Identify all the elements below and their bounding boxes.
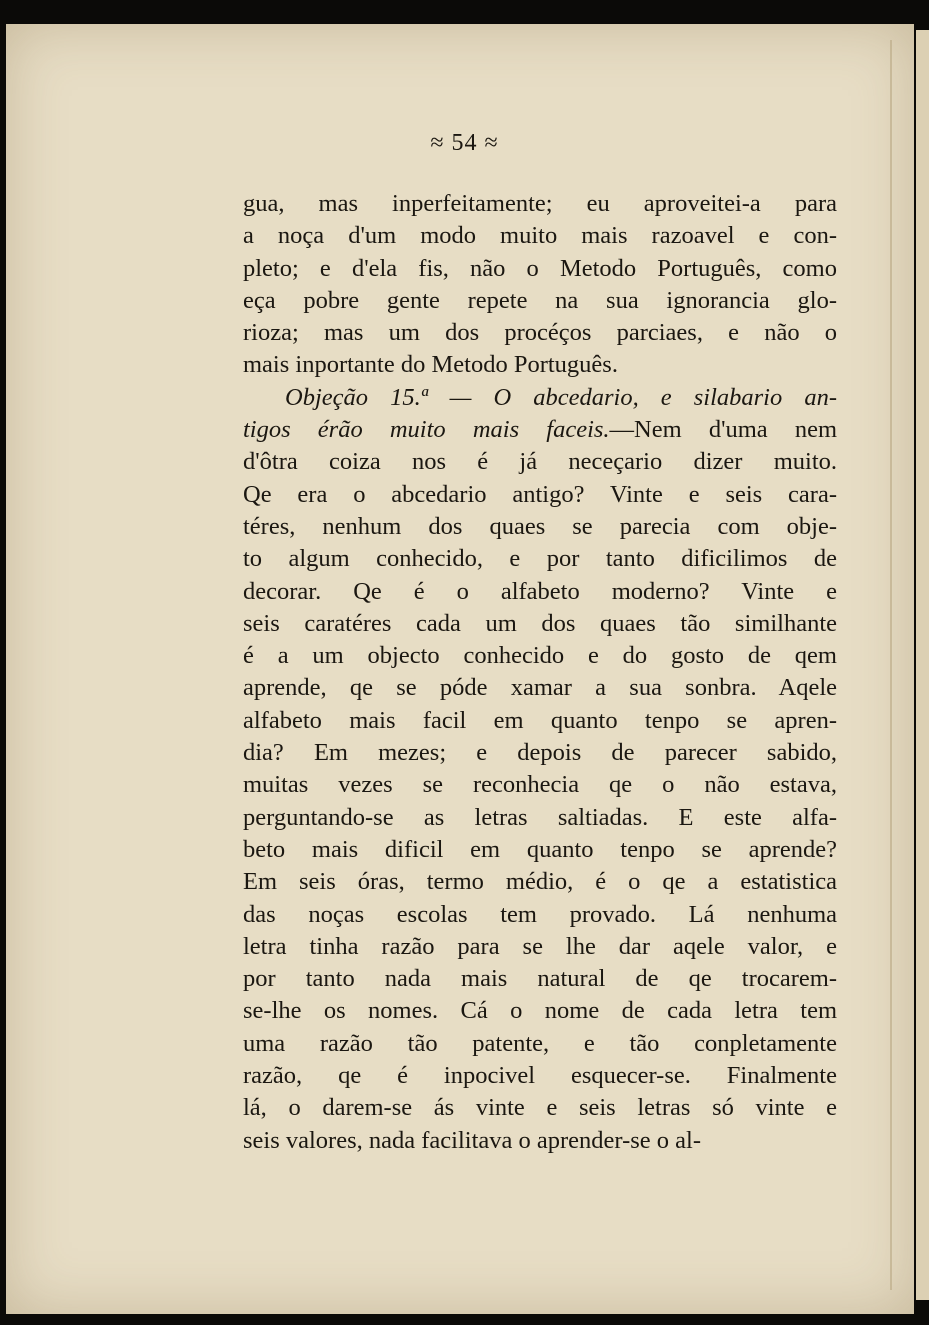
text-segment: Em seis óras, termo médio, é o qe a estatistica xyxy=(243,868,837,896)
text-line xyxy=(243,543,837,575)
text-segment: se-lhe os nomes. Cá o nome de cada letra tem xyxy=(243,997,837,1025)
text-line xyxy=(243,1028,837,1060)
text-segment: por tanto nada mais natural de qe trocarem- xyxy=(243,965,837,993)
text-line xyxy=(243,576,837,608)
text-segment: a noça d'um modo muito mais razoavel e con- xyxy=(243,222,837,250)
text-segment: seis caratéres cada um dos quaes tão similhante xyxy=(243,609,837,637)
adjacent-page-edge xyxy=(916,30,929,1300)
text-line xyxy=(243,188,837,220)
italic-text-segment: Objeção 15.ª — O abcedario, e silabario an- xyxy=(285,383,837,411)
text-line xyxy=(243,317,837,349)
text-segment: é a um objecto conhecido e do gosto de qem xyxy=(243,642,837,670)
text-line xyxy=(243,963,837,995)
text-segment: seis valores, nada facilitava o aprender-se o al- xyxy=(243,1126,701,1154)
text-segment: alfabeto mais facil em quanto tenpo se apren- xyxy=(243,706,837,734)
italic-text-segment: tigos érão muito mais faceis. xyxy=(243,416,610,444)
text-line xyxy=(243,705,837,737)
text-segment: dia? Em mezes; e depois de parecer sabido, xyxy=(243,739,837,767)
text-segment: téres, nenhum dos quaes se parecia com obje- xyxy=(243,512,837,540)
text-segment: perguntando-se as letras saltiadas. E este alfa- xyxy=(243,803,837,831)
text-segment: razão, qe é inpocivel esquecer-se. Finalmente xyxy=(243,1062,837,1090)
text-line xyxy=(243,866,837,898)
text-segment: gua, mas inperfeitamente; eu aproveitei-a para xyxy=(243,190,837,217)
text-segment: rioza; mas um dos procéços parciaes, e não o xyxy=(243,319,837,347)
text-line xyxy=(243,834,837,866)
page-number-ornament-left: ≈ xyxy=(430,130,445,156)
text-line xyxy=(243,899,837,931)
text-line xyxy=(243,769,837,801)
text-line xyxy=(243,511,837,543)
text-line xyxy=(243,672,837,704)
text-segment: to algum conhecido, e por tanto dificilimos de xyxy=(243,545,837,573)
text-line xyxy=(243,802,837,834)
text-segment: pleto; e d'ela fis, não o Metodo Português, como xyxy=(243,254,837,282)
text-segment: beto mais dificil em quanto tenpo se aprende? xyxy=(243,835,837,863)
page-number-ornament-right: ≈ xyxy=(484,130,499,156)
text-segment: aprende, qe se póde xamar a sua sonbra. Aqele xyxy=(243,674,837,702)
text-segment: muitas vezes se reconhecia qe o não estava, xyxy=(243,771,837,799)
text-segment: letra tinha razão para se lhe dar aqele valor, e xyxy=(243,932,837,960)
text-line xyxy=(243,220,837,252)
text-line xyxy=(243,1060,837,1092)
text-line xyxy=(243,414,837,446)
page-fold-line xyxy=(890,40,892,1290)
text-segment: d'ôtra coiza nos é já neceçario dizer muito. xyxy=(243,448,837,476)
text-line xyxy=(243,640,837,672)
text-line xyxy=(243,1092,837,1124)
page-number-value: 54 xyxy=(451,130,478,156)
text-segment: —Nem d'uma nem xyxy=(609,416,838,444)
text-line xyxy=(243,382,837,414)
text-line xyxy=(243,737,837,769)
body-text xyxy=(243,188,837,1157)
text-line xyxy=(243,349,837,381)
text-line xyxy=(243,608,837,640)
text-line xyxy=(243,995,837,1027)
text-segment: das noças escolas tem provado. Lá nenhuma xyxy=(243,900,837,928)
text-line xyxy=(243,253,837,285)
text-line xyxy=(243,1125,837,1157)
text-line xyxy=(243,446,837,478)
text-segment: eça pobre gente repete na sua ignorancia glo- xyxy=(243,286,837,314)
text-segment: decorar. Qe é o alfabeto moderno? Vinte e xyxy=(243,577,837,605)
text-segment: lá, o darem-se ás vinte e seis letras só vinte e xyxy=(243,1094,837,1122)
text-segment: mais inportante do Metodo Português. xyxy=(243,351,618,379)
page-number xyxy=(0,130,929,157)
text-line xyxy=(243,285,837,317)
text-line xyxy=(243,479,837,511)
text-segment: Qe era o abcedario antigo? Vinte e seis cara- xyxy=(243,480,837,508)
text-segment: uma razão tão patente, e tão conpletamente xyxy=(243,1029,837,1057)
text-line xyxy=(243,931,837,963)
